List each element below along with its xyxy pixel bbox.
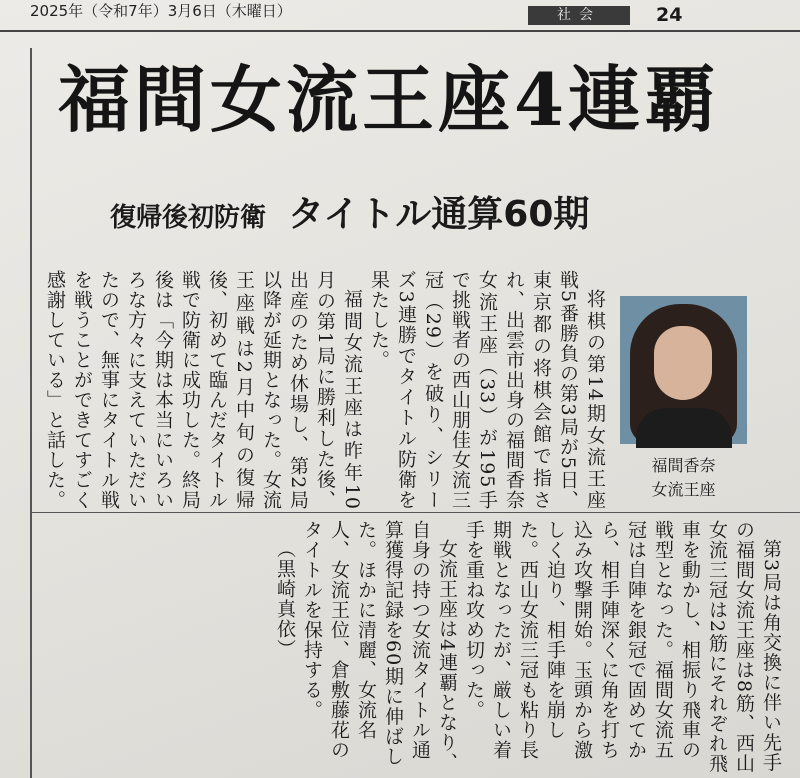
section-divider bbox=[32, 512, 800, 513]
page-header bbox=[0, 0, 800, 30]
article-byline: （黒崎真依） bbox=[274, 539, 296, 659]
issue-date: 2025年（令和7年）3月6日（木曜日） bbox=[30, 2, 292, 20]
photo-body bbox=[636, 408, 732, 448]
portrait-photo bbox=[620, 296, 747, 444]
page-number: 24 bbox=[656, 4, 683, 26]
article-paragraph: 女流王座は4連覇となり、自身の持つ女流タイトル通算獲得記録を60期に伸ばした。ほかに清麗、女流名人、女流王位、倉敷藤花のタイトルを保持する。 bbox=[301, 520, 458, 773]
subhead-right: タイトル通算60期 bbox=[288, 194, 590, 235]
column-rule bbox=[30, 48, 32, 778]
article-paragraph: 第3局は角交換に伴い先手の福間女流王座は8筋、西山女流三冠は2筋にそれぞれ飛車を動かし、相振り飛車の戦型となった。福間女流五冠は自陣を銀冠で固めてから、相手陣深くに角を打ち込み攻撃開始。玉頭から激しく迫り、相手陣を崩した。西山女流三冠も粘り長期戦となったが、厳しい着手を重ね攻め切った。 bbox=[463, 520, 782, 774]
caption-title: 女流王座 bbox=[651, 480, 716, 499]
article-body-lower bbox=[38, 520, 784, 778]
caption-name: 福間香奈 bbox=[651, 456, 716, 475]
photo-face bbox=[654, 326, 712, 400]
photo-caption bbox=[620, 454, 747, 502]
header-rule bbox=[0, 30, 800, 32]
article-headline: 福間女流王座4連覇 bbox=[58, 57, 721, 142]
subhead-left: 復帰後初防衛 bbox=[110, 203, 267, 233]
section-label: 社会 bbox=[528, 6, 630, 25]
article-subhead bbox=[110, 186, 590, 235]
article-lead: 将棋の第14期女流王座戦5番勝負の第3局が5日、東京都の将棋会館で指され、出雲市出身の福間香奈女流王座（33）が195手で挑戦者の西山朋佳女流三冠（29）を破り、シリーズ3連勝でタイトル防衛を果たした。 bbox=[368, 270, 606, 510]
article-paragraph: 福間女流王座は昨年10月の第1局に勝利した後、出産のため休場し、第2局以降が延期となった。女流王座戦は2月中旬の復帰後、初めて臨んだタイトル戦で防衛に成功した。終局後は「今期は本当にいろいろな方々に支えていただいたので、無事にタイトル戦を戦うことができてすごく感謝している」と話した。 bbox=[44, 270, 363, 510]
article-body-upper bbox=[44, 270, 608, 510]
